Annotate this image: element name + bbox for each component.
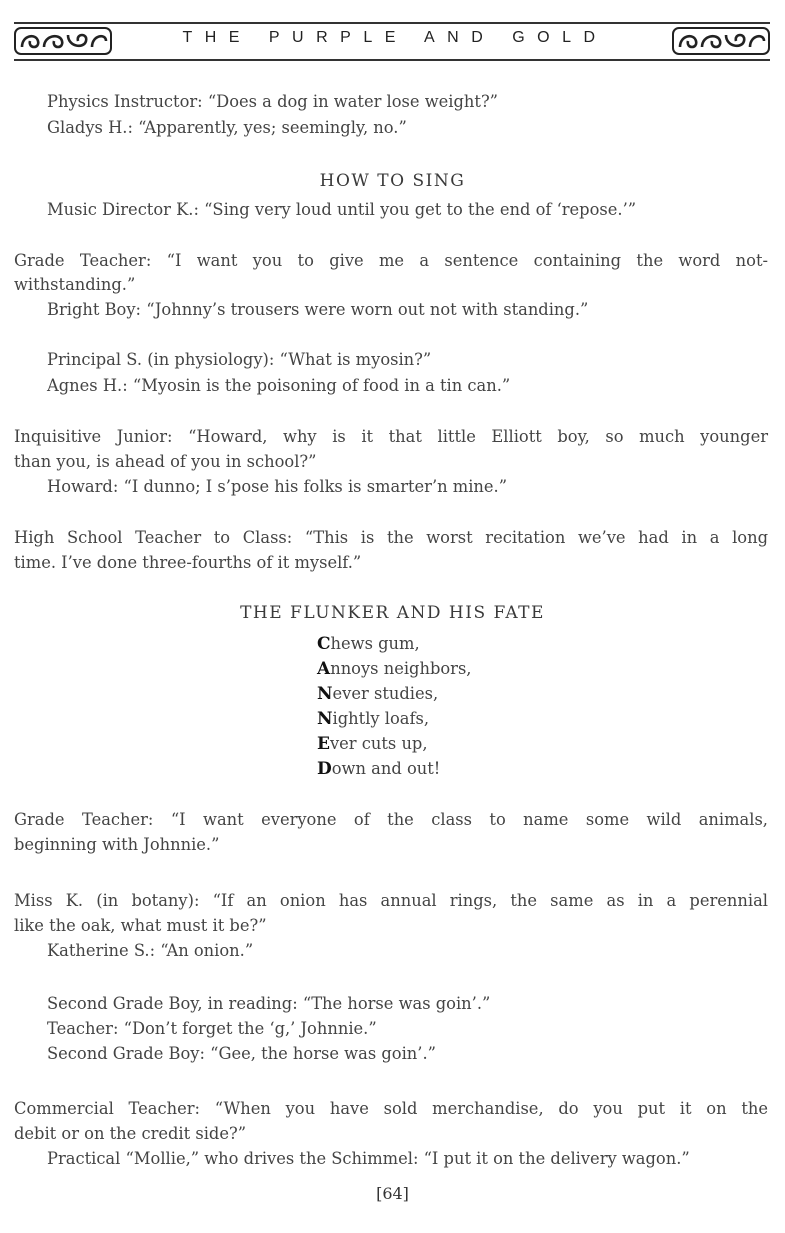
- poem-text: ver cuts up,: [329, 734, 428, 753]
- commercial-teacher-line1: Commercial Teacher: “When you have sold merchandise, do you put it on the: [14, 1099, 768, 1118]
- howard-reply: Howard: “I dunno; I s’pose his folks is smarter’n mine.”: [47, 477, 508, 496]
- grade-teacher-sentence-line2: withstanding.”: [14, 275, 136, 294]
- running-header-title: THE PURPLE AND GOLD: [182, 29, 608, 46]
- poem-initial: A: [317, 659, 331, 679]
- botany-question-line2: like the oak, what must it be?”: [14, 916, 267, 935]
- inquisitive-junior-line2: than you, is ahead of you in school?”: [14, 452, 317, 471]
- page-number: [64]: [376, 1184, 409, 1203]
- poem-initial: N: [317, 709, 333, 729]
- header-rule-top: [14, 22, 770, 24]
- botany-question-line1: Miss K. (in botany): “If an onion has annual rings, the same as in a perennial: [14, 891, 768, 910]
- poem-text: ever studies,: [332, 684, 439, 703]
- poem-initial: C: [317, 634, 331, 654]
- poem-text: own and out!: [331, 759, 441, 778]
- poem-line: [317, 659, 471, 679]
- reading-line-3: Second Grade Boy: “Gee, the horse was goin’.”: [47, 1044, 436, 1063]
- poem-line: [317, 634, 420, 654]
- poem-initial: N: [317, 684, 333, 704]
- reading-line-1: Second Grade Boy, in reading: “The horse was goin’.”: [47, 994, 491, 1013]
- physics-question: Physics Instructor: “Does a dog in water lose weight?”: [47, 92, 498, 111]
- poem-line: [317, 759, 440, 779]
- high-school-teacher-line1: High School Teacher to Class: “This is the worst recitation we’ve had in a long: [14, 528, 768, 547]
- mollie-reply: Practical “Mollie,” who drives the Schimmel: “I put it on the delivery wagon.”: [47, 1149, 690, 1168]
- poem-line: [317, 684, 438, 704]
- music-director-line: Music Director K.: “Sing very loud until you get to the end of ‘repose.’”: [47, 200, 637, 219]
- principal-question: Principal S. (in physiology): “What is myosin?”: [47, 350, 432, 369]
- poem-initial: E: [317, 734, 330, 754]
- physics-answer: Gladys H.: “Apparently, yes; seemingly, no.”: [47, 118, 407, 137]
- high-school-teacher-line2: time. I’ve done three-fourths of it myself.”: [14, 553, 362, 572]
- inquisitive-junior-line1: Inquisitive Junior: “Howard, why is it that little Elliott boy, so much younger: [14, 427, 768, 446]
- poem-initial: D: [317, 759, 332, 779]
- reading-line-2: Teacher: “Don’t forget the ‘g,’ Johnnie.”: [47, 1019, 377, 1038]
- poem-line: [317, 734, 428, 754]
- bright-boy-reply: Bright Boy: “Johnny’s trousers were worn out not with standing.”: [47, 300, 589, 319]
- commercial-teacher-line2: debit or on the credit side?”: [14, 1124, 247, 1143]
- scroll-ornament-icon: [14, 27, 112, 55]
- grade-teacher-sentence-line1: Grade Teacher: “I want you to give me a sentence containing the word not-: [14, 251, 768, 270]
- wild-animals-line1: Grade Teacher: “I want everyone of the class to name some wild animals,: [14, 810, 768, 829]
- katherine-answer: Katherine S.: “An onion.”: [47, 941, 254, 960]
- wild-animals-line2: beginning with Johnnie.”: [14, 835, 220, 854]
- poem-text: nnoys neighbors,: [330, 659, 472, 678]
- poem-text: ightly loafs,: [332, 709, 430, 728]
- poem-text: hews gum,: [330, 634, 420, 653]
- flunker-heading: THE FLUNKER AND HIS FATE: [240, 603, 545, 623]
- how-to-sing-heading: HOW TO SING: [319, 171, 466, 191]
- header-rule-bottom: [14, 59, 770, 61]
- poem-line: [317, 709, 429, 729]
- scroll-ornament-icon: [672, 27, 770, 55]
- agnes-answer: Agnes H.: “Myosin is the poisoning of food in a tin can.”: [47, 376, 511, 395]
